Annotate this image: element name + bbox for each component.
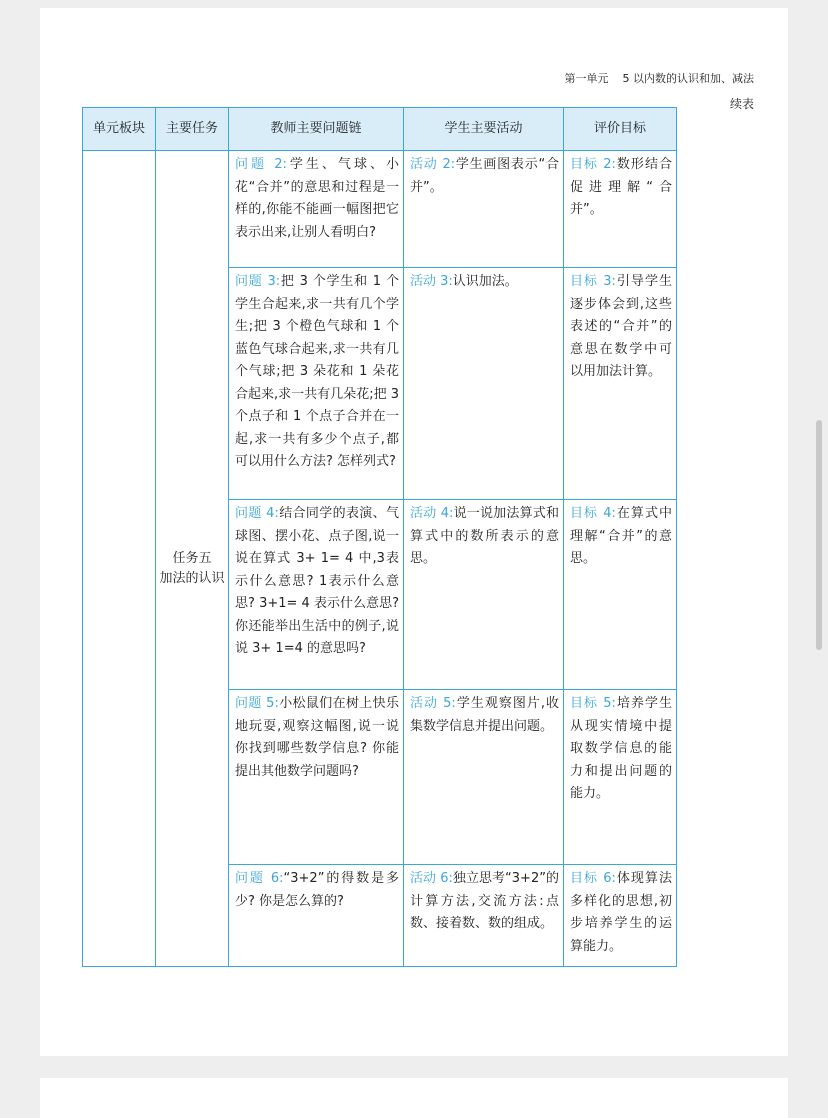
question-label: 问题 6: — [235, 871, 284, 886]
task-name: 加法的认识 — [159, 570, 225, 586]
goal-label: 目标 2: — [570, 157, 616, 172]
activity-label: 活动 4: — [410, 506, 454, 521]
question-cell — [229, 151, 404, 268]
header-unit: 第一单元 — [564, 72, 609, 85]
activity-text: 说一说加法算式和算式中的数所表示的意思。 — [410, 506, 559, 566]
question-cell — [229, 865, 404, 967]
column-header: 主要任务 — [156, 108, 229, 151]
question-text: 把 3 个学生和 1 个学生合起来,求一共有几个学生;把 3 个橙色气球和 1 个蓝色气球合起来,求一共有几个气球;把 3 朵花和 1 朵花合起来,求一共有几朵花;把 3 个点子和 1 个点子合并在一起,求一共有多少个点子,都可以用什么方法? 怎样列式? — [235, 274, 399, 469]
goal-label: 目标 5: — [570, 696, 616, 711]
goal-label: 目标 3: — [570, 274, 616, 289]
goal-cell — [564, 690, 677, 865]
table-row — [83, 151, 677, 268]
activity-label: 活动 2: — [410, 157, 456, 172]
activity-label: 活动 6: — [410, 871, 453, 886]
running-header — [565, 70, 755, 86]
activity-text: 学生观察图片,收集数学信息并提出问题。 — [410, 696, 559, 734]
task-cell — [156, 151, 229, 967]
activity-text: 独立思考“3+2”的计算方法,交流方法:点数、接着数、数的组成。 — [410, 871, 559, 931]
goal-text: 培养学生从现实情境中提取数学信息的能力和提出问题的能力。 — [570, 696, 672, 801]
goal-cell — [564, 268, 677, 500]
activity-cell — [404, 151, 564, 268]
lesson-table — [82, 107, 677, 967]
activity-text: 认识加法。 — [452, 274, 518, 289]
question-text: 结合同学的表演、气球图、摆小花、点子图,说一说在算式 3+ 1= 4 中,3表示什么意思? 1表示什么意思? 3+1= 4 表示什么意思? 你还能举出生活中的例子,说说 3+ 1=4 的意思吗? — [235, 506, 399, 656]
goal-cell — [564, 151, 677, 268]
unit-section-cell — [83, 151, 156, 967]
header-title: 5 以内数的认识和加、减法 — [622, 72, 754, 85]
goal-label: 目标 4: — [570, 506, 616, 521]
activity-text: 学生画图表示“合并”。 — [410, 157, 559, 195]
column-header: 学生主要活动 — [404, 108, 564, 151]
column-header: 教师主要问题链 — [229, 108, 404, 151]
goal-cell — [564, 500, 677, 690]
activity-cell — [404, 268, 564, 500]
activity-cell — [404, 865, 564, 967]
goal-cell — [564, 865, 677, 967]
question-text: “3+2”的得数是多少? 你是怎么算的? — [235, 871, 399, 909]
question-label: 问题 5: — [235, 696, 279, 711]
goal-text: 体现算法多样化的思想,初步培养学生的运算能力。 — [570, 871, 672, 954]
activity-label: 活动 3: — [410, 274, 453, 289]
goal-text: 数形结合促进理解“合并”。 — [570, 157, 672, 217]
next-page — [40, 1078, 788, 1118]
question-cell — [229, 690, 404, 865]
question-cell — [229, 500, 404, 690]
table-header-row — [83, 108, 677, 151]
goal-label: 目标 6: — [570, 871, 616, 886]
continued-label: 续表 — [729, 97, 754, 111]
activity-cell — [404, 500, 564, 690]
question-label: 问题 3: — [235, 274, 281, 289]
column-header: 单元板块 — [83, 108, 156, 151]
column-header: 评价目标 — [564, 108, 677, 151]
goal-text: 在算式中理解“合并”的意思。 — [570, 506, 672, 566]
question-label: 问题 2: — [235, 157, 287, 172]
goal-text: 引导学生逐步体会到,这些表述的“合并”的意思在数学中可以用加法计算。 — [570, 274, 672, 379]
activity-cell — [404, 690, 564, 865]
question-label: 问题 4: — [235, 506, 279, 521]
scrollbar[interactable] — [816, 420, 822, 650]
question-cell — [229, 268, 404, 500]
question-text: 学生、气球、小花“合并”的意思和过程是一样的,你能不能画一幅图把它表示出来,让别人看明白? — [235, 157, 399, 240]
activity-label: 活动 5: — [410, 696, 456, 711]
task-number: 任务五 — [172, 550, 212, 566]
question-text: 小松鼠们在树上快乐地玩耍,观察这幅图,说一说你找到哪些数学信息? 你能提出其他数学问题吗? — [235, 696, 399, 779]
